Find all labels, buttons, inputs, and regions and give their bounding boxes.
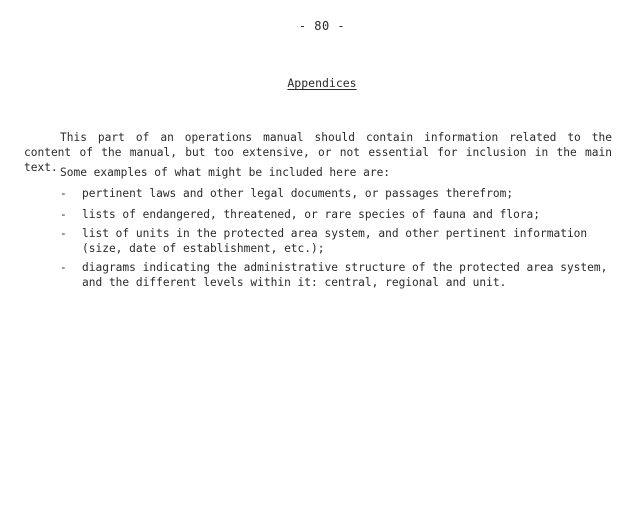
list-item-line: diagrams indicating the administrative structure of the protected area system,	[82, 261, 608, 274]
list-item-text	[82, 260, 622, 290]
list-item-text	[82, 226, 622, 256]
list-bullet: -	[60, 187, 67, 200]
list-item-line: and the different levels within it: central, regional and unit.	[82, 276, 507, 289]
page-number: - 80 -	[298, 19, 346, 33]
list-item-line: (size, date of establishment, etc.);	[82, 242, 325, 255]
list-item-line: list of units in the protected area system, and other pertinent information	[82, 227, 588, 240]
list-item-text	[82, 207, 622, 222]
section-heading: Appendices	[287, 76, 357, 90]
examples-lead: Some examples of what might be included here are:	[60, 166, 391, 179]
list-bullet: -	[60, 208, 67, 221]
list-item-line: lists of endangered, threatened, or rare species of fauna and flora;	[82, 208, 541, 221]
list-bullet: -	[60, 227, 67, 240]
list-item-text	[82, 186, 622, 201]
list-item-line: pertinent laws and other legal documents, or passages therefrom;	[82, 187, 514, 200]
intro-paragraph: This part of an operations manual should contain information related to the content of the manual, but too extensive, or not essential for inclusion in the main text.	[24, 131, 612, 174]
list-bullet: -	[60, 261, 67, 274]
